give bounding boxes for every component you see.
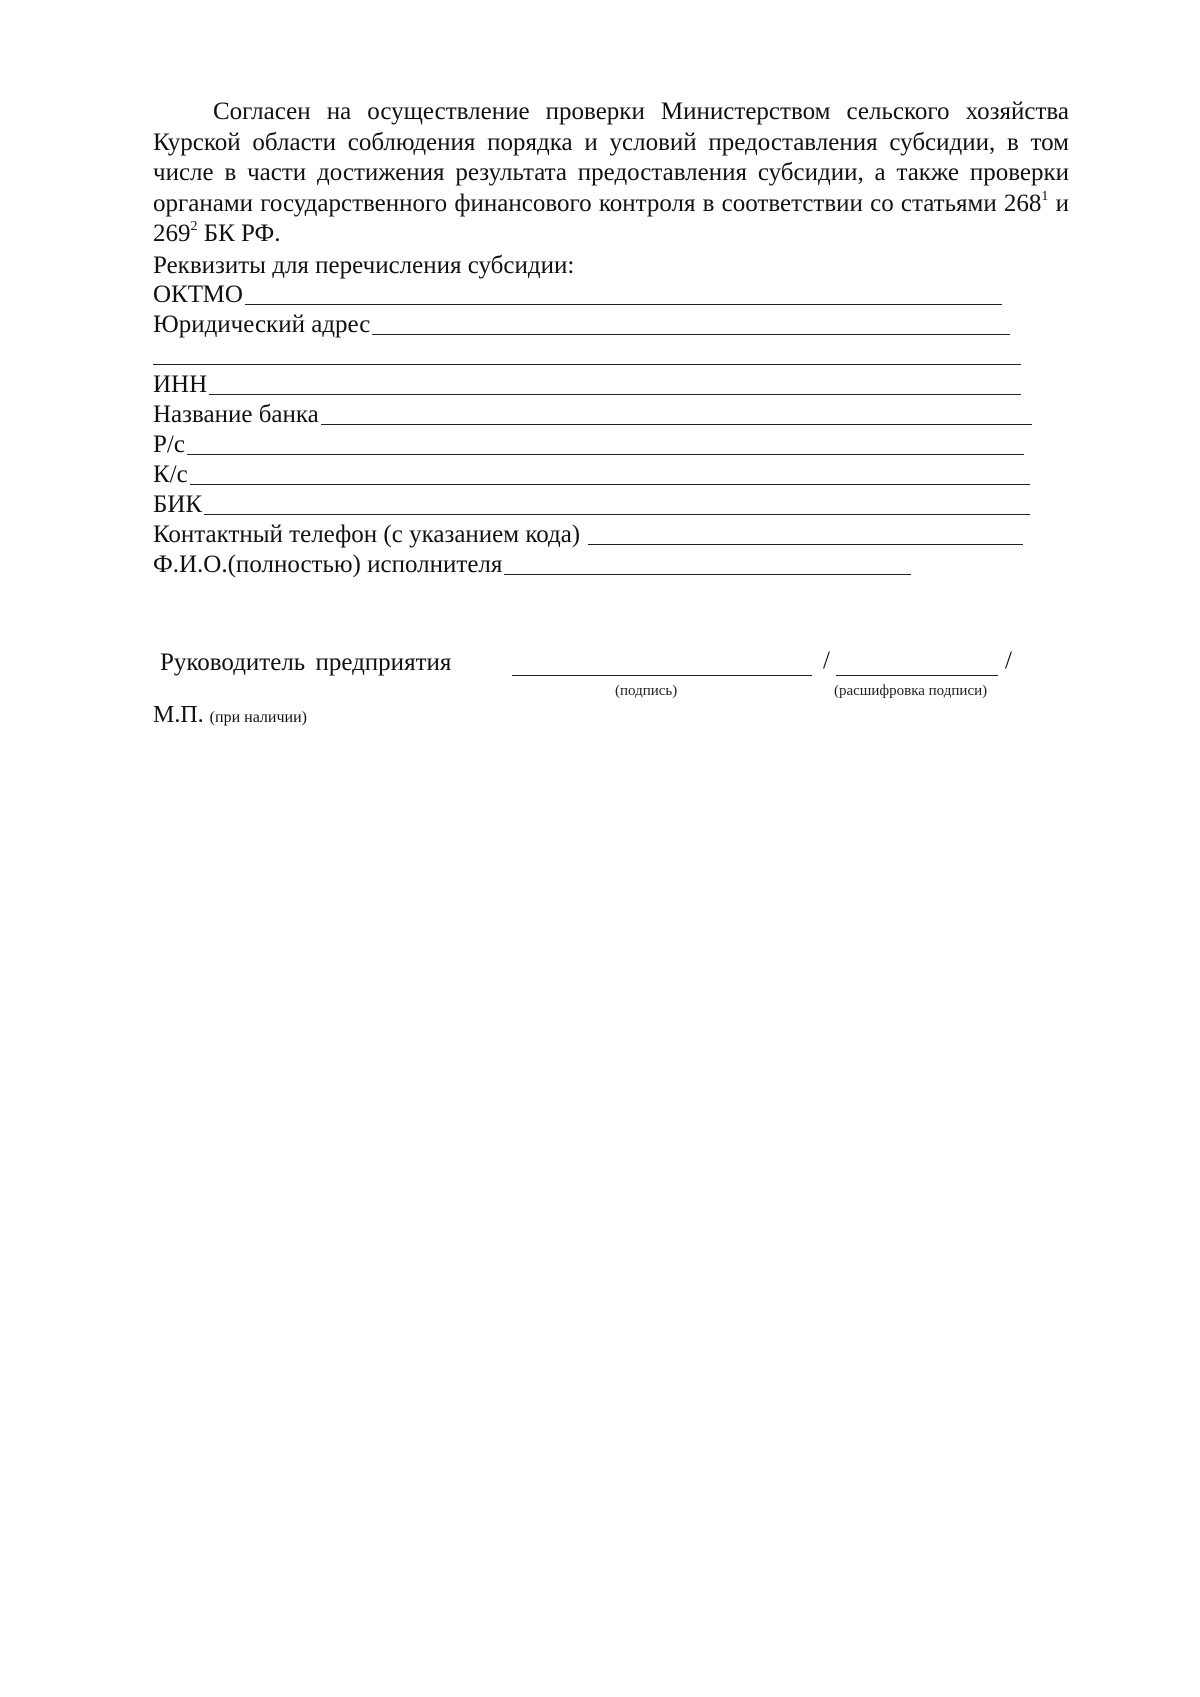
field-label: Юридический адрес bbox=[153, 311, 371, 338]
bik-input-line[interactable] bbox=[204, 514, 1030, 515]
requisites-title: Реквизиты для перечисления субсидии: bbox=[153, 252, 575, 279]
signature-slash-end: / bbox=[1005, 647, 1012, 674]
field-contact-phone bbox=[153, 520, 1053, 550]
field-label: Контактный телефон (с указанием кода) bbox=[153, 521, 581, 548]
article-268: 268 bbox=[1003, 189, 1042, 217]
field-label: Р/с bbox=[153, 431, 185, 458]
bank-name-input-line[interactable] bbox=[321, 424, 1032, 425]
field-legal-address bbox=[153, 310, 1053, 340]
signature-line[interactable] bbox=[512, 675, 812, 676]
signature-decode-caption: (расшифровка подписи) bbox=[834, 683, 988, 699]
field-inn bbox=[153, 370, 1053, 400]
field-legal-address-continued bbox=[153, 340, 1053, 370]
signature-decode-line[interactable] bbox=[836, 675, 998, 676]
field-label: К/с bbox=[153, 461, 188, 488]
consent-tail: БК РФ. bbox=[203, 220, 281, 247]
article-268-superscript: 1 bbox=[1041, 188, 1049, 204]
settlement-account-input-line[interactable] bbox=[187, 454, 1024, 455]
field-executor-name bbox=[153, 550, 1053, 580]
conjunction: и bbox=[1055, 189, 1070, 217]
oktmo-input-line[interactable] bbox=[245, 304, 1002, 305]
consent-paragraph bbox=[153, 97, 1069, 250]
field-bank-name bbox=[153, 400, 1053, 430]
field-label: Название банка bbox=[153, 401, 319, 428]
signature-label: Руководитель предприятия bbox=[160, 649, 452, 676]
field-oktmo bbox=[153, 280, 1053, 310]
field-correspondent-account bbox=[153, 460, 1053, 490]
article-269: 269 bbox=[153, 220, 191, 247]
stamp-label: М.П. bbox=[153, 702, 204, 728]
legal-address-extra-line[interactable] bbox=[153, 364, 1021, 365]
stamp-place bbox=[153, 700, 307, 733]
executor-name-input-line[interactable] bbox=[504, 574, 911, 575]
field-bik bbox=[153, 490, 1053, 520]
inn-input-line[interactable] bbox=[209, 394, 1021, 395]
field-label: ИНН bbox=[153, 371, 208, 398]
correspondent-account-input-line[interactable] bbox=[190, 484, 1030, 485]
signature-caption: (подпись) bbox=[615, 683, 678, 699]
field-label: БИК bbox=[153, 491, 203, 518]
consent-text: Согласен на осуществление проверки Министерством сельского хозяйства Курской области соблюдения порядка и условий предоставления субсидии, в том числе в части достижения результата предоставления субсидии, а также проверки органами государственного финансового контроля в соответствии со статьями bbox=[153, 98, 1069, 217]
field-label: ОКТМО bbox=[153, 281, 243, 308]
legal-address-input-line[interactable] bbox=[372, 334, 1010, 335]
article-269-superscript: 2 bbox=[190, 219, 198, 234]
contact-phone-input-line[interactable] bbox=[588, 544, 1023, 545]
field-settlement-account bbox=[153, 430, 1053, 460]
stamp-note: (при наличии) bbox=[209, 709, 307, 726]
signature-slash: / bbox=[823, 647, 830, 674]
requisites-fields bbox=[153, 280, 1053, 580]
field-label: Ф.И.О.(полностью) исполнителя bbox=[153, 551, 503, 578]
